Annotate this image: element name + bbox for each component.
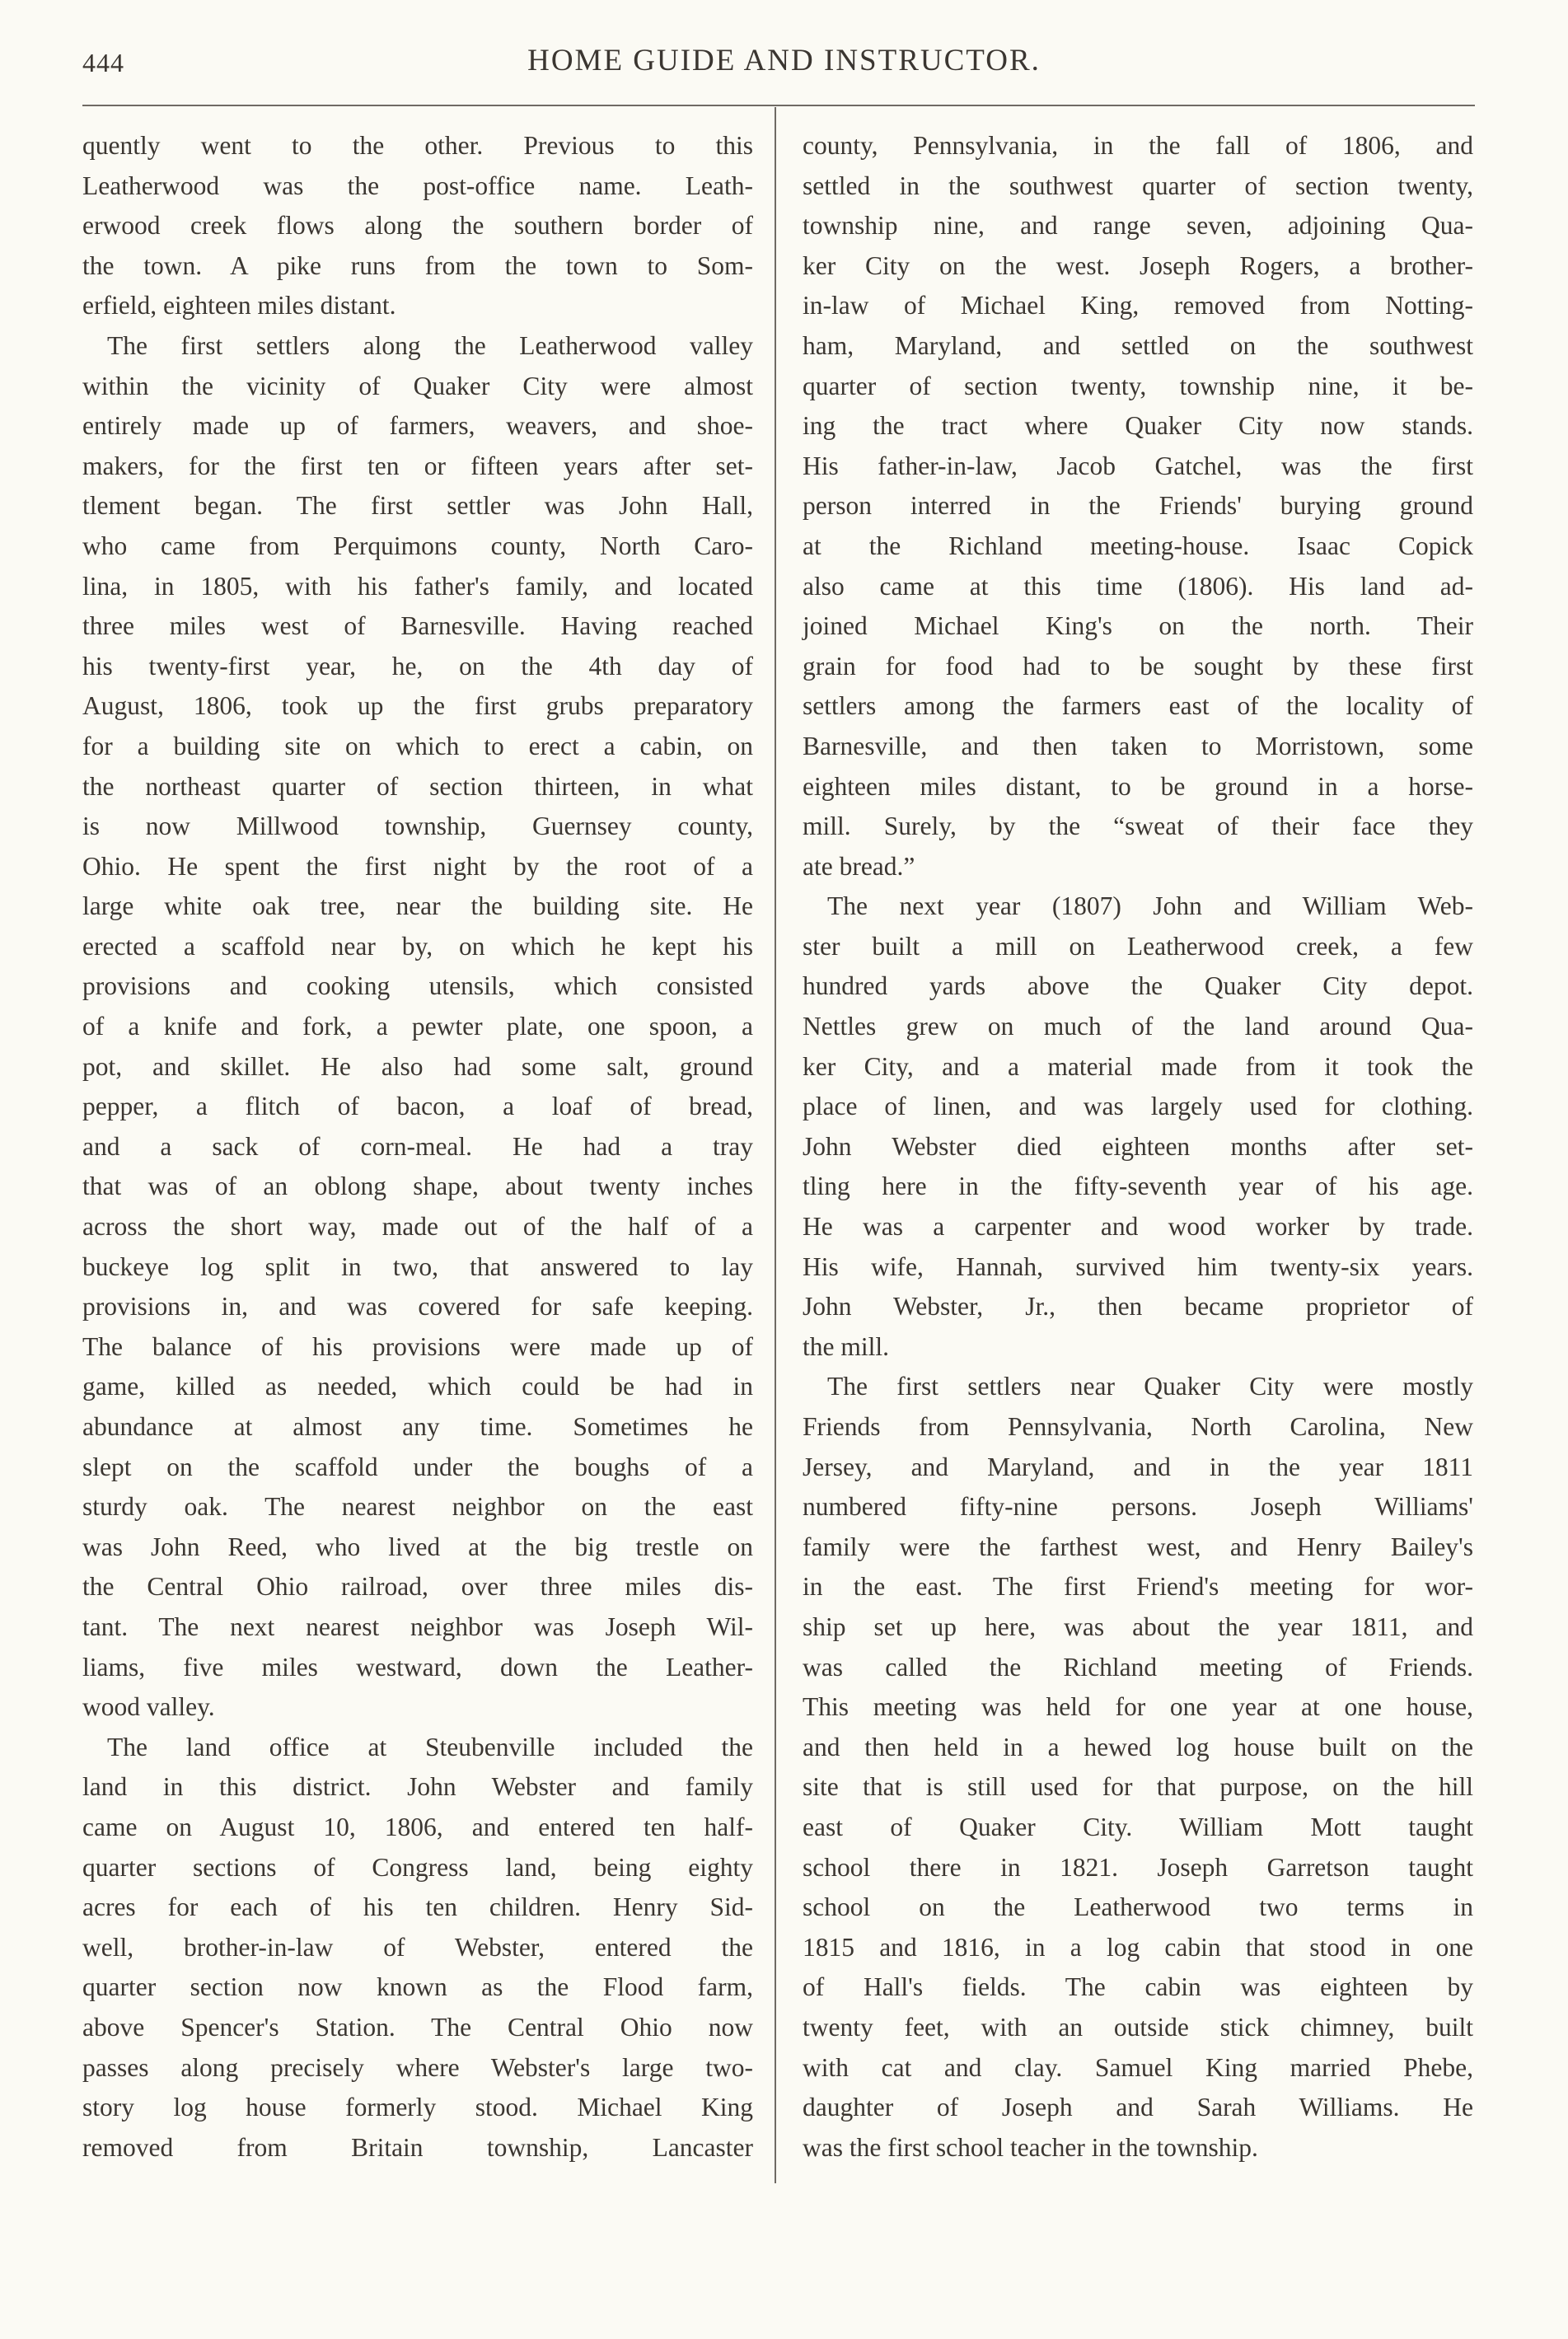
text-line: above Spencer's Station. The Central Ohio now bbox=[82, 2012, 753, 2042]
text-line: acres for each of his ten children. Henry Sid- bbox=[82, 1892, 753, 1922]
text-line: tling here in the fifty-seventh year of his age. bbox=[803, 1172, 1473, 1201]
text-line: was the first school teacher in the township. bbox=[803, 2132, 1258, 2162]
paragraph bbox=[82, 1728, 753, 2168]
text-line: erwood creek flows along the southern border of bbox=[82, 211, 753, 241]
text-line: in-law of Michael King, removed from Notting- bbox=[803, 291, 1473, 320]
text-line: tant. The next nearest neighbor was Joseph Wil- bbox=[82, 1612, 753, 1641]
text-line: passes along precisely where Webster's large two- bbox=[82, 2052, 753, 2082]
paragraph bbox=[803, 1367, 1473, 2168]
text-line: within the vicinity of Quaker City were almost bbox=[82, 371, 753, 400]
text-line: place of linen, and was largely used for clothing. bbox=[803, 1092, 1473, 1121]
text-line: land in this district. John Webster and family bbox=[82, 1772, 753, 1802]
text-line: joined Michael King's on the north. Their bbox=[803, 611, 1473, 641]
text-line: He was a carpenter and wood worker by trade. bbox=[803, 1212, 1473, 1242]
text-line: that was of an oblong shape, about twenty inches bbox=[82, 1172, 753, 1201]
text-line: family were the farthest west, and Henry Bailey's bbox=[803, 1532, 1473, 1561]
text-line: came on August 10, 1806, and entered ten half- bbox=[82, 1812, 753, 1841]
page-number: 444 bbox=[82, 48, 124, 77]
text-line: large white oak tree, near the building site. He bbox=[82, 891, 753, 921]
text-line: with cat and clay. Samuel King married Phebe, bbox=[803, 2052, 1473, 2082]
text-line: hundred yards above the Quaker City depot. bbox=[803, 971, 1473, 1001]
text-line: tlement began. The first settler was John Hall, bbox=[82, 491, 753, 521]
running-head: HOME GUIDE AND INSTRUCTOR. bbox=[527, 44, 1041, 77]
text-line: settled in the southwest quarter of section twenty, bbox=[803, 171, 1473, 200]
text-line: also came at this time (1806). His land ad- bbox=[803, 571, 1473, 601]
text-line: ker City, and a material made from it took the bbox=[803, 1051, 1473, 1081]
text-line: August, 1806, took up the first grubs preparatory bbox=[82, 691, 753, 721]
text-line: provisions in, and was covered for safe keeping. bbox=[82, 1292, 753, 1322]
text-line: entirely made up of farmers, weavers, and shoe- bbox=[82, 411, 753, 441]
text-line: of Hall's fields. The cabin was eighteen by bbox=[803, 1972, 1473, 2002]
text-line: east of Quaker City. William Mott taught bbox=[803, 1812, 1473, 1841]
text-line: makers, for the first ten or fifteen years after set- bbox=[82, 451, 753, 480]
text-line: The first settlers near Quaker City were mostly bbox=[827, 1372, 1473, 1401]
text-line: twenty feet, with an outside stick chimney, built bbox=[803, 2012, 1473, 2042]
text-line: quarter sections of Congress land, being eighty bbox=[82, 1852, 753, 1882]
text-line: ster built a mill on Leatherwood creek, a few bbox=[803, 931, 1473, 961]
text-line: pepper, a flitch of bacon, a loaf of bread, bbox=[82, 1092, 753, 1121]
text-line: abundance at almost any time. Sometimes he bbox=[82, 1412, 753, 1441]
text-line: erected a scaffold near by, on which he kept his bbox=[82, 931, 753, 961]
text-line: removed from Britain township, Lancaster bbox=[82, 2132, 753, 2162]
text-line: ker City on the west. Joseph Rogers, a brother- bbox=[803, 250, 1473, 280]
text-line: quarter section now known as the Flood farm, bbox=[82, 1972, 753, 2002]
text-line: site that is still used for that purpose, on the hill bbox=[803, 1772, 1473, 1802]
text-line: of a knife and fork, a pewter plate, one spoon, a bbox=[82, 1012, 753, 1041]
text-line: 1815 and 1816, in a log cabin that stood in one bbox=[803, 1932, 1473, 1962]
column-divider bbox=[775, 107, 776, 2183]
text-line: ate bread.” bbox=[803, 851, 915, 881]
text-line: school there in 1821. Joseph Garretson taught bbox=[803, 1852, 1473, 1882]
text-line: daughter of Joseph and Sarah Williams. He bbox=[803, 2093, 1473, 2122]
text-line: The land office at Steubenville included the bbox=[107, 1732, 753, 1761]
text-line: his twenty-first year, he, on the 4th day of bbox=[82, 651, 753, 681]
text-line: The balance of his provisions were made up of bbox=[82, 1331, 753, 1361]
text-line: provisions and cooking utensils, which consisted bbox=[82, 971, 753, 1001]
text-line: mill. Surely, by the “sweat of their face they bbox=[803, 812, 1473, 841]
text-line: numbered fifty-nine persons. Joseph Williams' bbox=[803, 1492, 1473, 1522]
text-line: wood valley. bbox=[82, 1692, 215, 1722]
text-line: who came from Perquimons county, North Caro- bbox=[82, 531, 753, 560]
text-line: was John Reed, who lived at the big trestle on bbox=[82, 1532, 753, 1561]
text-line: the northeast quarter of section thirteen, in what bbox=[82, 771, 753, 801]
right-column bbox=[803, 126, 1473, 2168]
text-line: Ohio. He spent the first night by the root of a bbox=[82, 851, 753, 881]
text-line: His father-in-law, Jacob Gatchel, was the first bbox=[803, 451, 1473, 480]
text-line: liams, five miles westward, down the Leather- bbox=[82, 1652, 753, 1682]
text-line: grain for food had to be sought by these first bbox=[803, 651, 1473, 681]
text-line: This meeting was held for one year at one house, bbox=[803, 1692, 1473, 1722]
text-line: quently went to the other. Previous to this bbox=[82, 131, 753, 160]
text-line: and then held in a hewed log house built on the bbox=[803, 1732, 1473, 1761]
text-line: ing the tract where Quaker City now stands. bbox=[803, 411, 1473, 441]
text-line: game, killed as needed, which could be had in bbox=[82, 1372, 753, 1401]
text-line: the town. A pike runs from the town to Som- bbox=[82, 250, 753, 280]
text-line: school on the Leatherwood two terms in bbox=[803, 1892, 1473, 1922]
paragraph bbox=[82, 126, 753, 326]
text-line: sturdy oak. The nearest neighbor on the east bbox=[82, 1492, 753, 1522]
text-line: His wife, Hannah, survived him twenty-six years. bbox=[803, 1251, 1473, 1281]
text-line: settlers among the farmers east of the locality of bbox=[803, 691, 1473, 721]
paragraph bbox=[82, 326, 753, 1728]
text-line: quarter of section twenty, township nine, it be- bbox=[803, 371, 1473, 400]
text-line: well, brother-in-law of Webster, entered the bbox=[82, 1932, 753, 1962]
text-line: person interred in the Friends' burying ground bbox=[803, 491, 1473, 521]
header-rule bbox=[82, 105, 1475, 106]
text-line: John Webster died eighteen months after set- bbox=[803, 1131, 1473, 1161]
text-line: ship set up here, was about the year 1811, and bbox=[803, 1612, 1473, 1641]
text-line: Leatherwood was the post-office name. Leath- bbox=[82, 171, 753, 200]
text-line: the Central Ohio railroad, over three miles dis- bbox=[82, 1572, 753, 1602]
text-line: is now Millwood township, Guernsey county, bbox=[82, 812, 753, 841]
text-line: three miles west of Barnesville. Having reached bbox=[82, 611, 753, 641]
text-line: The next year (1807) John and William Web- bbox=[827, 891, 1473, 921]
text-line: Barnesville, and then taken to Morristown, some bbox=[803, 731, 1473, 760]
text-line: erfield, eighteen miles distant. bbox=[82, 291, 396, 320]
text-line: eighteen miles distant, to be ground in a horse- bbox=[803, 771, 1473, 801]
text-line: across the short way, made out of the half of a bbox=[82, 1212, 753, 1242]
text-line: buckeye log split in two, that answered to lay bbox=[82, 1251, 753, 1281]
text-line: John Webster, Jr., then became proprietor of bbox=[803, 1292, 1473, 1322]
text-line: Friends from Pennsylvania, North Carolina, New bbox=[803, 1412, 1473, 1441]
paragraph bbox=[803, 886, 1473, 1367]
text-line: at the Richland meeting-house. Isaac Copick bbox=[803, 531, 1473, 560]
text-line: Nettles grew on much of the land around Qua- bbox=[803, 1012, 1473, 1041]
text-line: county, Pennsylvania, in the fall of 1806, and bbox=[803, 131, 1473, 160]
text-line: story log house formerly stood. Michael King bbox=[82, 2093, 753, 2122]
text-line: pot, and skillet. He also had some salt, ground bbox=[82, 1051, 753, 1081]
text-line: for a building site on which to erect a cabin, on bbox=[82, 731, 753, 760]
text-line: lina, in 1805, with his father's family, and located bbox=[82, 571, 753, 601]
text-line: was called the Richland meeting of Friends. bbox=[803, 1652, 1473, 1682]
text-line: township nine, and range seven, adjoining Qua- bbox=[803, 211, 1473, 241]
text-line: and a sack of corn-meal. He had a tray bbox=[82, 1131, 753, 1161]
text-line: the mill. bbox=[803, 1331, 889, 1361]
text-line: The first settlers along the Leatherwood valley bbox=[107, 330, 753, 360]
text-line: slept on the scaffold under the boughs of a bbox=[82, 1452, 753, 1481]
text-line: in the east. The first Friend's meeting for wor- bbox=[803, 1572, 1473, 1602]
paragraph bbox=[803, 126, 1473, 886]
text-line: ham, Maryland, and settled on the southwest bbox=[803, 330, 1473, 360]
left-column bbox=[82, 126, 753, 2168]
text-line: Jersey, and Maryland, and in the year 1811 bbox=[803, 1452, 1473, 1481]
